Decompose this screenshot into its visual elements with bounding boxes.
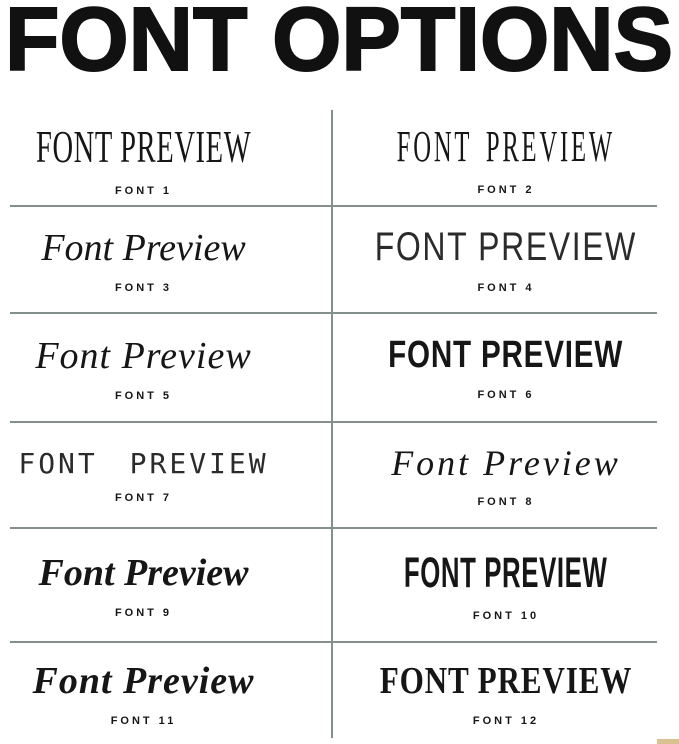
column-divider <box>331 110 333 738</box>
font-preview-text: FONT PREVIEW <box>379 660 633 702</box>
page-title <box>0 0 679 104</box>
title-graphic <box>0 0 679 104</box>
font-label: FONT 3 <box>114 281 173 294</box>
font-cell-5 <box>0 313 333 422</box>
font-label: FONT 2 <box>477 183 535 196</box>
font-cell-12 <box>333 642 679 744</box>
font-preview-text: FONT PREVIEW <box>374 225 638 269</box>
row-divider <box>10 527 657 529</box>
font-cell-2 <box>333 110 679 206</box>
font-cell-11 <box>0 642 333 744</box>
font-cell-10 <box>333 528 679 642</box>
font-preview-text: FONT PREVIEW <box>18 446 269 480</box>
font-preview-text: FONT PREVIEW <box>388 334 624 376</box>
row-divider <box>10 641 657 643</box>
page-title-text: FONT OPTIONS <box>5 0 673 90</box>
font-preview-text: Font Preview <box>391 443 621 483</box>
font-label: FONT 4 <box>477 282 535 294</box>
font-label: FONT 7 <box>114 491 173 504</box>
font-label: FONT 10 <box>472 609 540 622</box>
row-divider <box>10 312 657 314</box>
font-label: FONT 8 <box>477 496 535 508</box>
font-label: FONT 9 <box>114 607 173 619</box>
font-preview-text: FONT PREVIEW <box>404 548 608 597</box>
font-cell-4 <box>333 206 679 313</box>
font-label: FONT 1 <box>114 184 173 197</box>
font-cell-3 <box>0 206 333 313</box>
font-cell-7 <box>0 422 333 528</box>
font-preview-text: Font Preview <box>38 552 249 594</box>
font-cell-9 <box>0 528 333 642</box>
font-preview-text: Font Preview <box>35 334 252 377</box>
font-label: FONT 5 <box>114 389 173 402</box>
font-cell-1 <box>0 110 333 206</box>
watermark-sliver <box>657 739 679 744</box>
row-divider <box>10 421 657 423</box>
font-cell-8 <box>333 422 679 528</box>
font-preview-text: Font Preview <box>32 660 255 702</box>
font-preview-text: FONT PREVIEW <box>396 121 616 171</box>
font-cell-6 <box>333 313 679 422</box>
row-divider <box>10 205 657 207</box>
font-preview-text: FONT PREVIEW <box>35 120 252 172</box>
font-label: FONT 6 <box>477 389 535 401</box>
font-label: FONT 11 <box>110 715 177 727</box>
font-label: FONT 12 <box>472 715 540 727</box>
font-preview-text: Font Preview <box>41 226 246 269</box>
